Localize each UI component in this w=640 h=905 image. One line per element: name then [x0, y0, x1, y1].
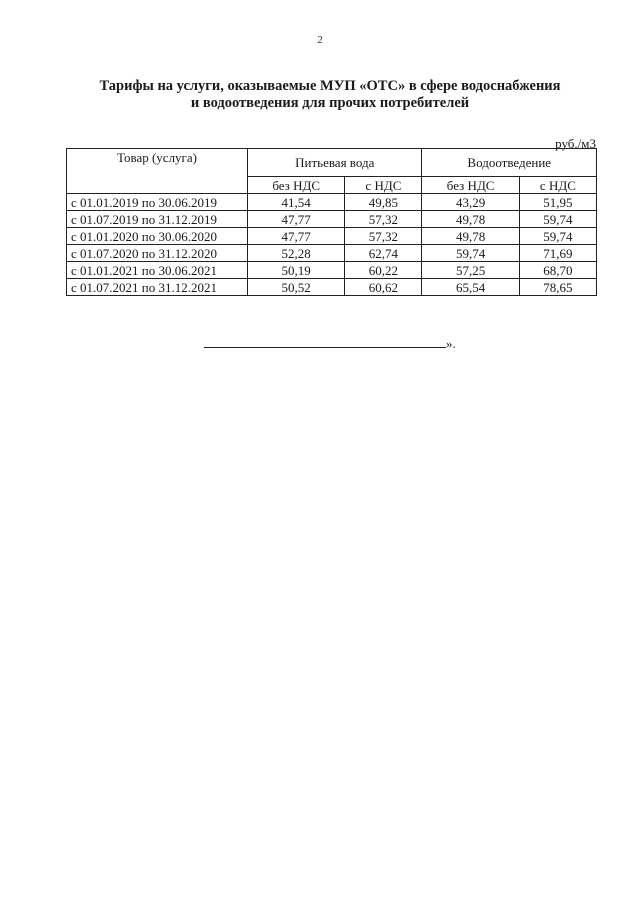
- table-row: [67, 262, 597, 279]
- water-without-vat-cell: 52,28: [248, 245, 345, 262]
- header-drinking-water: Питьевая вода: [248, 149, 422, 177]
- table-row: [67, 211, 597, 228]
- tariffs-table: [66, 148, 597, 296]
- signature-underline: [204, 334, 446, 348]
- table-row: [67, 279, 597, 296]
- water-with-vat-cell: 60,62: [345, 279, 422, 296]
- title-line-2: и водоотведения для прочих потребителей: [190, 95, 470, 111]
- water-with-vat-cell: 62,74: [345, 245, 422, 262]
- sewer-with-vat-cell: 68,70: [519, 262, 596, 279]
- sewer-with-vat-cell: 51,95: [519, 194, 596, 211]
- header-sewerage: Водоотведение: [422, 149, 597, 177]
- period-cell: с 01.07.2021 по 31.12.2021: [67, 279, 248, 296]
- sewer-with-vat-cell: 78,65: [519, 279, 596, 296]
- closing-quote-mark: ».: [446, 336, 456, 351]
- period-cell: с 01.01.2019 по 30.06.2019: [67, 194, 248, 211]
- period-cell: с 01.07.2019 по 31.12.2019: [67, 211, 248, 228]
- sewer-without-vat-cell: 43,29: [422, 194, 519, 211]
- water-with-vat-cell: 57,32: [345, 228, 422, 245]
- sewer-with-vat-cell: 71,69: [519, 245, 596, 262]
- subheader-water-without-vat: без НДС: [248, 177, 345, 194]
- water-without-vat-cell: 47,77: [248, 211, 345, 228]
- water-with-vat-cell: 60,22: [345, 262, 422, 279]
- sewer-without-vat-cell: 49,78: [422, 228, 519, 245]
- subheader-sewer-without-vat: без НДС: [422, 177, 519, 194]
- table-row: [67, 194, 597, 211]
- sewer-without-vat-cell: 49,78: [422, 211, 519, 228]
- header-service: Товар (услуга): [67, 149, 248, 194]
- table-row: [67, 245, 597, 262]
- period-cell: с 01.01.2020 по 30.06.2020: [67, 228, 248, 245]
- sewer-without-vat-cell: 57,25: [422, 262, 519, 279]
- water-without-vat-cell: 50,52: [248, 279, 345, 296]
- table-header-row: [67, 149, 597, 177]
- subheader-water-with-vat: с НДС: [345, 177, 422, 194]
- sewer-without-vat-cell: 65,54: [422, 279, 519, 296]
- title-line-1: Тарифы на услуги, оказываемые МУП «ОТС» в сфере водоснабжения: [99, 78, 561, 94]
- water-with-vat-cell: 57,32: [345, 211, 422, 228]
- subheader-sewer-with-vat: с НДС: [519, 177, 596, 194]
- water-without-vat-cell: 50,19: [248, 262, 345, 279]
- period-cell: с 01.07.2020 по 31.12.2020: [67, 245, 248, 262]
- sewer-with-vat-cell: 59,74: [519, 228, 596, 245]
- water-with-vat-cell: 49,85: [345, 194, 422, 211]
- water-without-vat-cell: 47,77: [248, 228, 345, 245]
- closing-line: [204, 334, 456, 352]
- document-title: [60, 78, 600, 112]
- sewer-with-vat-cell: 59,74: [519, 211, 596, 228]
- water-without-vat-cell: 41,54: [248, 194, 345, 211]
- unit-label: руб./м3: [555, 136, 596, 151]
- period-cell: с 01.01.2021 по 30.06.2021: [67, 262, 248, 279]
- table-row: [67, 228, 597, 245]
- sewer-without-vat-cell: 59,74: [422, 245, 519, 262]
- page-number: 2: [317, 34, 323, 46]
